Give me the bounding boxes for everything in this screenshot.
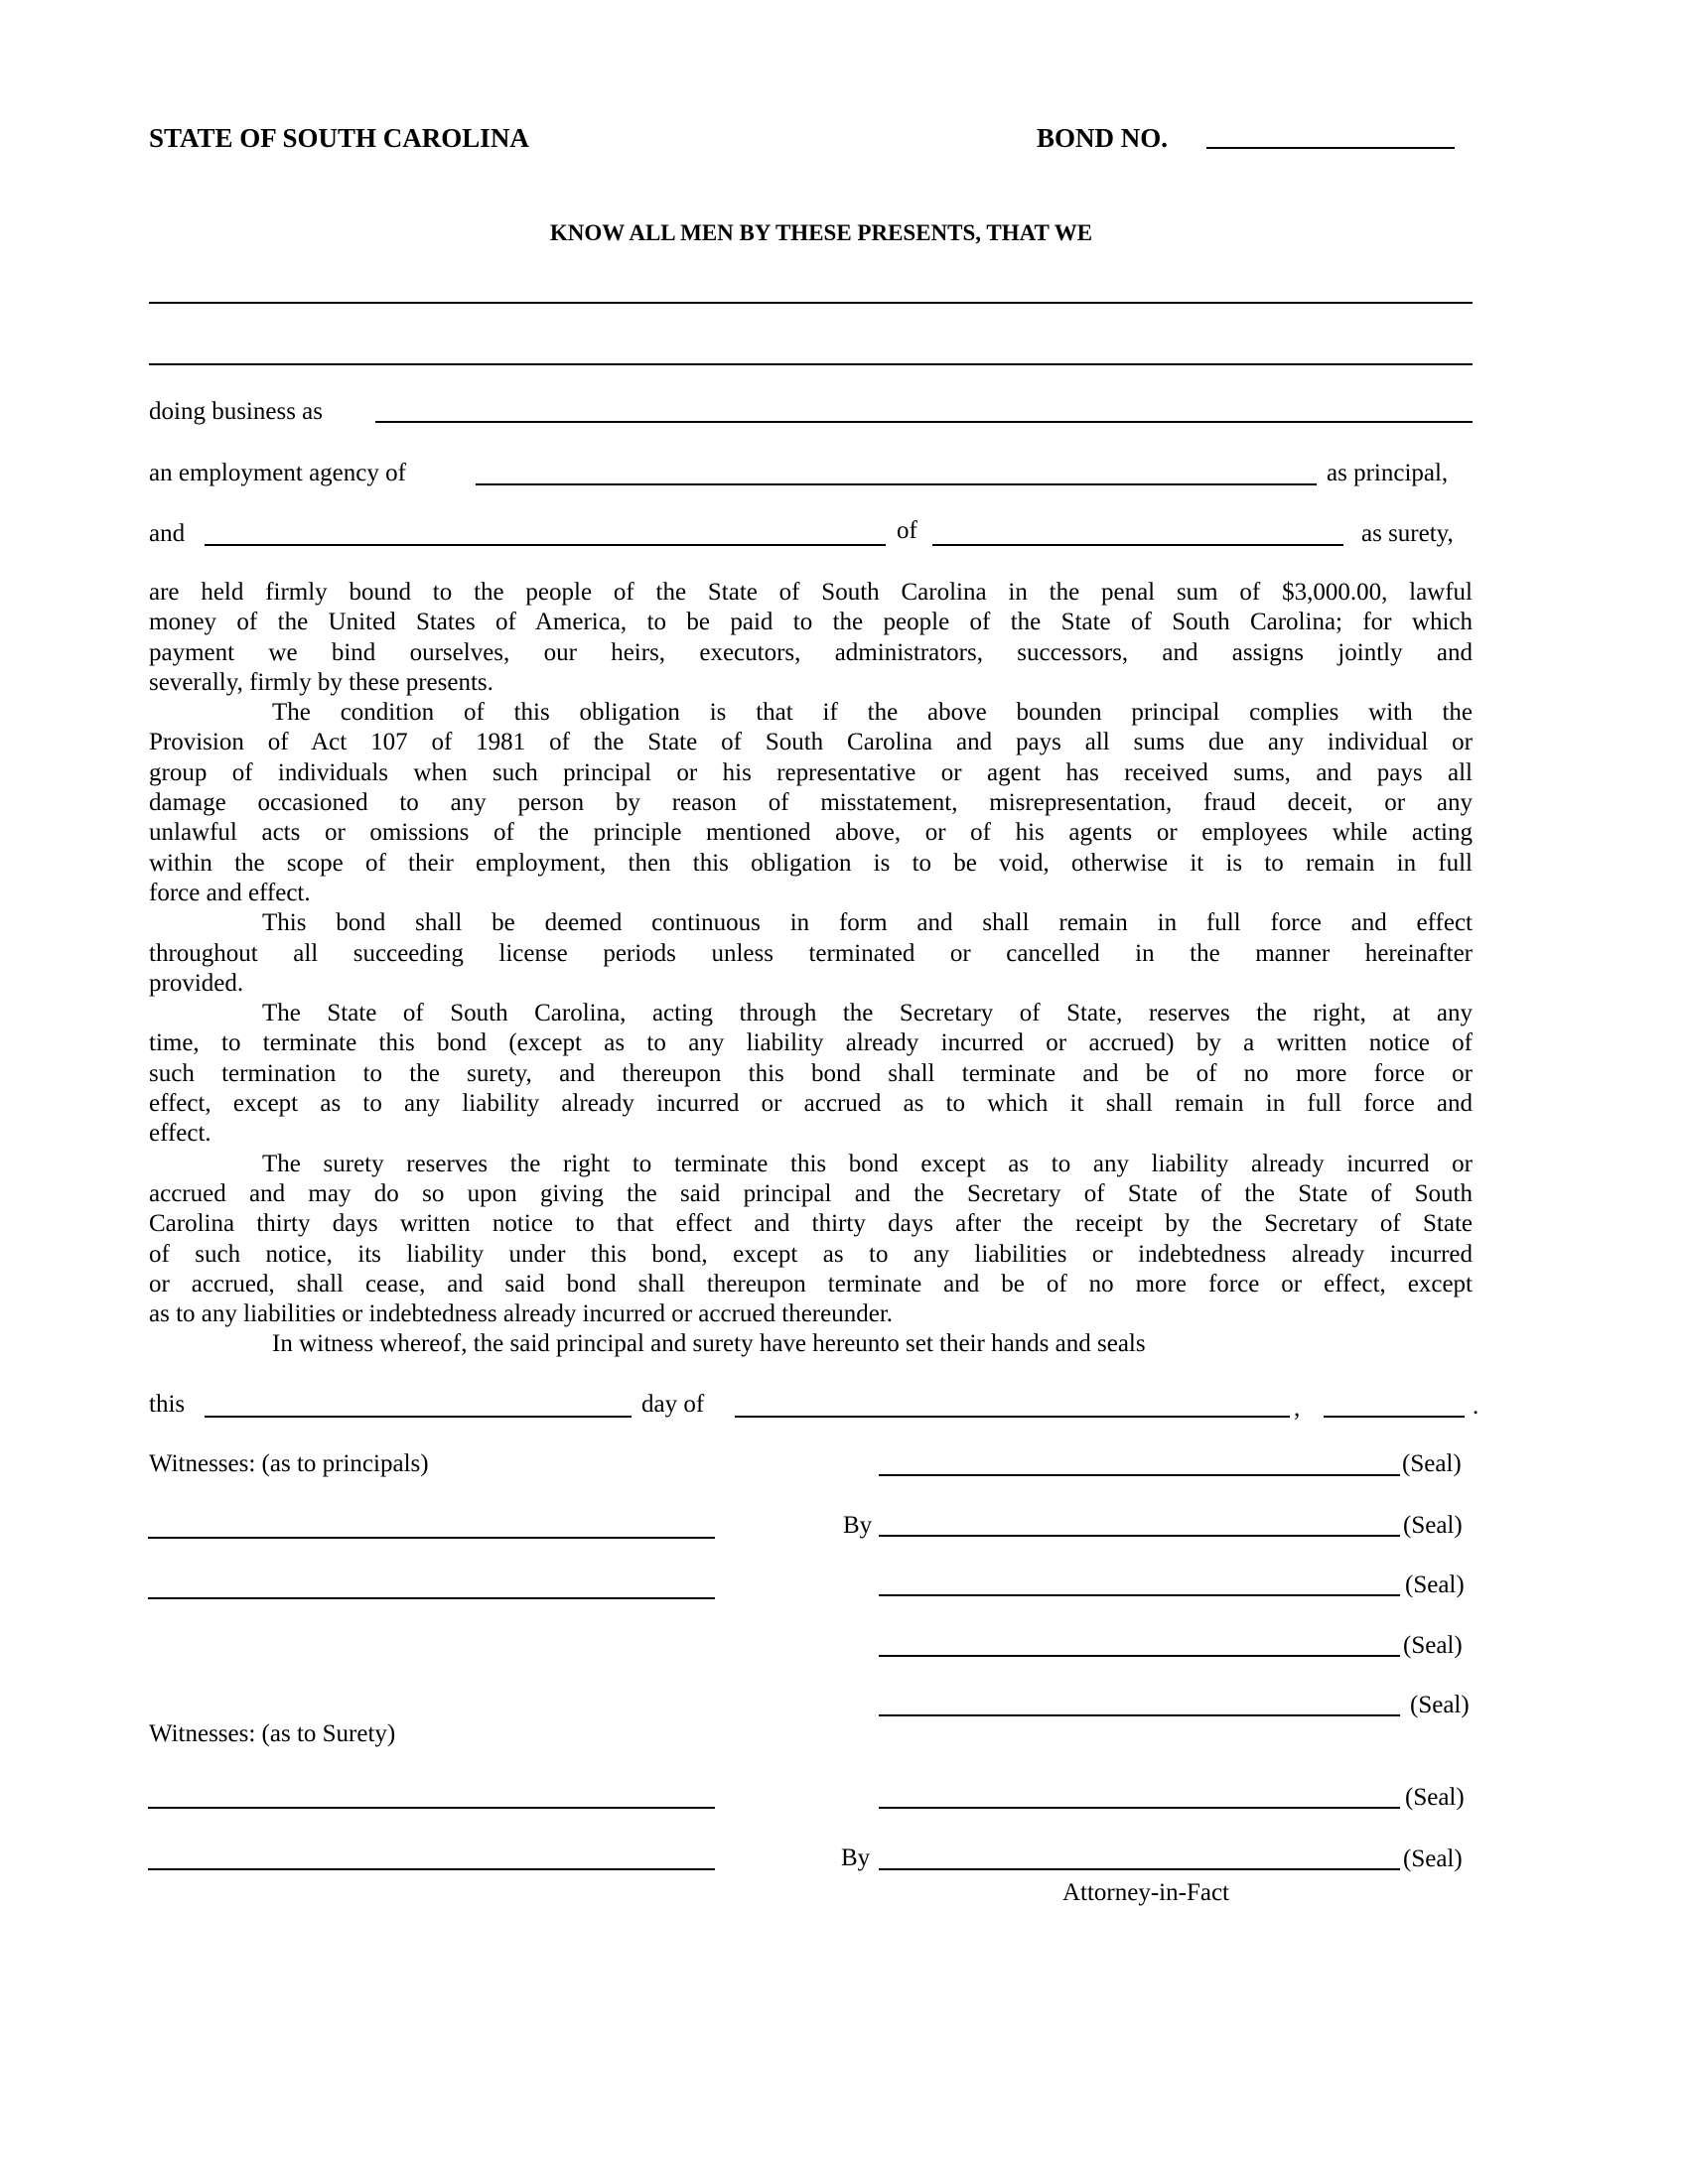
employment-agency-field[interactable] [476, 483, 1317, 485]
paragraph-line: time, to terminate this bond (except as to any liability already incurred or accrued) by a written notice of [149, 1029, 1473, 1057]
as-surety-label: as surety, [1361, 520, 1454, 547]
paragraph-line: In witness whereof, the said principal and surety have hereunto set their hands and seals [272, 1330, 1146, 1358]
of-label: of [897, 517, 917, 544]
surety-location-field[interactable] [932, 544, 1343, 546]
paragraph-line: group of individuals when such principal or his representative or agent has received sums, and pays all [149, 758, 1473, 786]
day-of-label: day of [641, 1391, 705, 1418]
principal-name-field-2[interactable] [149, 363, 1473, 365]
seal-label: (Seal) [1403, 1512, 1463, 1539]
comma-mark: , [1294, 1395, 1301, 1422]
doing-business-as-field[interactable] [375, 421, 1473, 423]
seal-label: (Seal) [1405, 1784, 1465, 1811]
seal-label: (Seal) [1410, 1692, 1470, 1718]
paragraph-line: The State of South Carolina, acting through the Secretary of State, reserves the right, at any [262, 1000, 1473, 1027]
seal-label: (Seal) [1405, 1571, 1465, 1598]
principal-by-signature-field[interactable] [879, 1535, 1400, 1537]
paragraph-line: effect, except as to any liability already incurred or accrued as to which it shall remain in full force and [149, 1090, 1473, 1118]
attorney-in-fact-label: Attorney-in-Fact [1061, 1879, 1229, 1906]
surety-signature-field[interactable] [879, 1807, 1400, 1809]
witnesses-principals-label: Witnesses: (as to principals) [149, 1450, 429, 1477]
paragraph-line: of such notice, its liability under this bond, except as to any liabilities or indebtedness already incurred [149, 1240, 1473, 1268]
paragraph-line: The condition of this obligation is that if the above bounden principal complies with the [272, 699, 1473, 727]
year-field[interactable] [1324, 1416, 1465, 1418]
principal-witness-field-2[interactable] [148, 1597, 715, 1599]
paragraph-line: This bond shall be deemed continuous in form and shall remain in full force and effect [262, 909, 1473, 937]
paragraph-line: force and effect. [149, 879, 311, 906]
by-label: By [843, 1512, 873, 1539]
paragraph-line: or accrued, shall cease, and said bond shall thereupon terminate and be of no more force or effect, except [149, 1270, 1473, 1297]
and-label: and [149, 520, 186, 547]
as-principal-label: as principal, [1327, 460, 1449, 486]
paragraph-line: accrued and may do so upon giving the said principal and the Secretary of State of the State of South [149, 1179, 1473, 1207]
seal-label: (Seal) [1403, 1632, 1463, 1659]
this-label: this [149, 1391, 186, 1418]
principal-witness-field-1[interactable] [148, 1537, 715, 1539]
signature-field-5[interactable] [879, 1714, 1400, 1716]
bond-no-field[interactable] [1206, 147, 1455, 149]
principal-signature-field[interactable] [879, 1474, 1400, 1476]
period-mark: . [1473, 1393, 1479, 1420]
paragraph-line: Carolina thirty days written notice to that effect and thirty days after the receipt by the Secretary of State [149, 1210, 1473, 1238]
paragraph-line: as to any liabilities or indebtedness already incurred or accrued thereunder. [149, 1300, 894, 1328]
witnesses-surety-label: Witnesses: (as to Surety) [149, 1720, 396, 1747]
seal-label: (Seal) [1402, 1450, 1462, 1477]
intro-heading: KNOW ALL MEN BY THESE PRESENTS, THAT WE [549, 220, 1093, 245]
attorney-signature-field[interactable] [879, 1868, 1400, 1870]
paragraph-line: unlawful acts or omissions of the principle mentioned above, or of his agents or employees while acting [149, 819, 1473, 847]
signature-field-4[interactable] [879, 1655, 1400, 1657]
paragraph-line: effect. [149, 1120, 211, 1148]
surety-name-field[interactable] [205, 544, 886, 546]
state-heading: STATE OF SOUTH CAROLINA [149, 123, 529, 153]
paragraph-line: The surety reserves the right to terminate this bond except as to any liability already incurred or [262, 1150, 1473, 1177]
paragraph-line: are held firmly bound to the people of the State of South Carolina in the penal sum of $3,000.00, lawful [149, 579, 1473, 606]
paragraph-line: such termination to the surety, and thereupon this bond shall terminate and be of no more force or [149, 1059, 1473, 1087]
bond-conditions-text [149, 578, 1473, 1360]
day-field[interactable] [205, 1416, 632, 1418]
surety-witness-field-2[interactable] [148, 1868, 715, 1870]
employment-agency-label: an employment agency of [149, 460, 406, 486]
paragraph-line: within the scope of their employment, then this obligation is to be void, otherwise it is to remain in full [149, 849, 1473, 877]
by-label: By [841, 1844, 871, 1871]
month-field[interactable] [735, 1416, 1290, 1418]
doing-business-as-label: doing business as [149, 398, 323, 425]
surety-witness-field-1[interactable] [148, 1807, 715, 1809]
paragraph-line: damage occasioned to any person by reason of misstatement, misrepresentation, fraud deceit, or any [149, 789, 1473, 817]
paragraph-line: Provision of Act 107 of 1981 of the State of South Carolina and pays all sums due any individual or [149, 729, 1473, 756]
paragraph-line: severally, firmly by these presents. [149, 668, 493, 696]
paragraph-line: money of the United States of America, to be paid to the people of the State of South Carolina; for which [149, 609, 1473, 636]
signature-field-3[interactable] [879, 1594, 1400, 1596]
bond-no-label: BOND NO. [1037, 123, 1169, 153]
paragraph-line: payment we bind ourselves, our heirs, executors, administrators, successors, and assigns jointly and [149, 638, 1473, 666]
seal-label: (Seal) [1403, 1845, 1463, 1872]
paragraph-line: provided. [149, 969, 244, 997]
paragraph-line: throughout all succeeding license periods unless terminated or cancelled in the manner hereinafter [149, 939, 1473, 967]
principal-name-field-1[interactable] [149, 302, 1473, 304]
